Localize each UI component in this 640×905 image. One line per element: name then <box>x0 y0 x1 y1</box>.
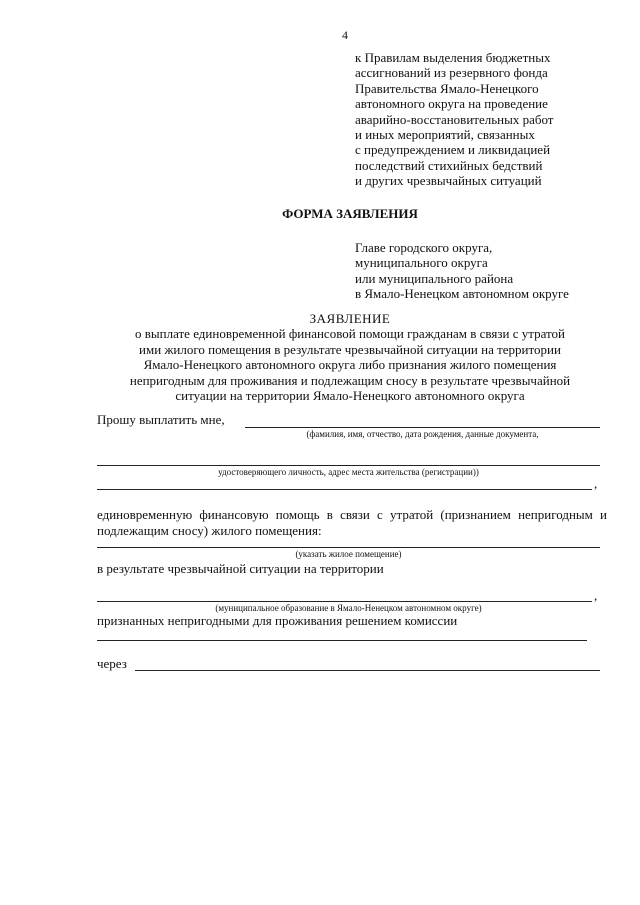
appendix-line: автономного округа на проведение <box>355 96 548 112</box>
subject-line: непригодным для проживания и подлежащим сносу в результате чрезвычайной <box>129 372 571 388</box>
hint-applicant-id: удостоверяющего личность, адрес места жительства (регистрации)) <box>218 467 479 477</box>
page-number: 4 <box>342 28 348 42</box>
hint-applicant-details: (фамилия, имя, отчество, дата рождения, данные документа, <box>306 429 539 439</box>
addressee-line: или муниципального района <box>355 270 514 286</box>
municipality-field[interactable] <box>97 601 592 602</box>
subject-line: ситуации на территории Ямало-Ненецкого автономного округа <box>175 388 525 403</box>
appendix-line: и других чрезвычайных ситуаций <box>355 173 542 189</box>
applicant-address-field[interactable] <box>97 489 592 490</box>
applicant-id-field[interactable] <box>97 465 600 466</box>
hint-dwelling: (указать жилое помещение) <box>295 549 402 559</box>
via-label: через <box>97 656 127 671</box>
appendix-line: аварийно-восстановительных работ <box>355 111 554 127</box>
appendix-reference <box>355 50 625 189</box>
appendix-line: и иных мероприятий, связанных <box>355 127 535 143</box>
dwelling-field[interactable] <box>97 547 600 548</box>
comma-mark: , <box>594 588 598 603</box>
applicant-name-field[interactable] <box>245 427 600 428</box>
document-title: ЗАЯВЛЕНИЕ <box>309 311 391 326</box>
addressee-block <box>355 240 625 302</box>
purpose-paragraph: единовременную финансовую помощь в связи с утратой (признанием непригодным и подлежащим сносу) жилого помещения: <box>97 507 607 538</box>
appendix-line: Правительства Ямало-Ненецкого <box>355 80 539 96</box>
commission-field[interactable] <box>97 640 587 641</box>
subject-line: Ямало-Ненецкого автономного округа либо признания жилого помещения <box>143 357 557 372</box>
addressee-line: Главе городского округа, <box>355 240 493 255</box>
emergency-text: в результате чрезвычайной ситуации на территории <box>97 561 384 576</box>
appendix-line: с предупреждением и ликвидацией <box>355 142 551 158</box>
hint-municipality: (муниципальное образование в Ямало-Ненецком автономном округе) <box>215 603 482 613</box>
appendix-line: к Правилам выделения бюджетных <box>355 50 551 65</box>
commission-text: признанных непригодными для проживания решением комиссии <box>97 613 458 628</box>
appendix-line: последствий стихийных бедствий <box>355 157 543 173</box>
subject-line: ими жилого помещения в результате чрезвычайной ситуации на территории <box>139 341 561 357</box>
appendix-line: ассигнований из резервного фонда <box>355 65 548 81</box>
addressee-line: в Ямало-Ненецком автономном округе <box>355 286 569 302</box>
document-subject <box>85 326 615 404</box>
subject-line: о выплате единовременной финансовой помощи гражданам в связи с утратой <box>135 326 565 341</box>
form-heading: ФОРМА ЗАЯВЛЕНИЯ <box>282 206 418 221</box>
via-field[interactable] <box>135 670 600 671</box>
addressee-line: муниципального округа <box>355 255 488 271</box>
comma-mark: , <box>594 476 598 491</box>
request-label: Прошу выплатить мне, <box>97 412 225 427</box>
